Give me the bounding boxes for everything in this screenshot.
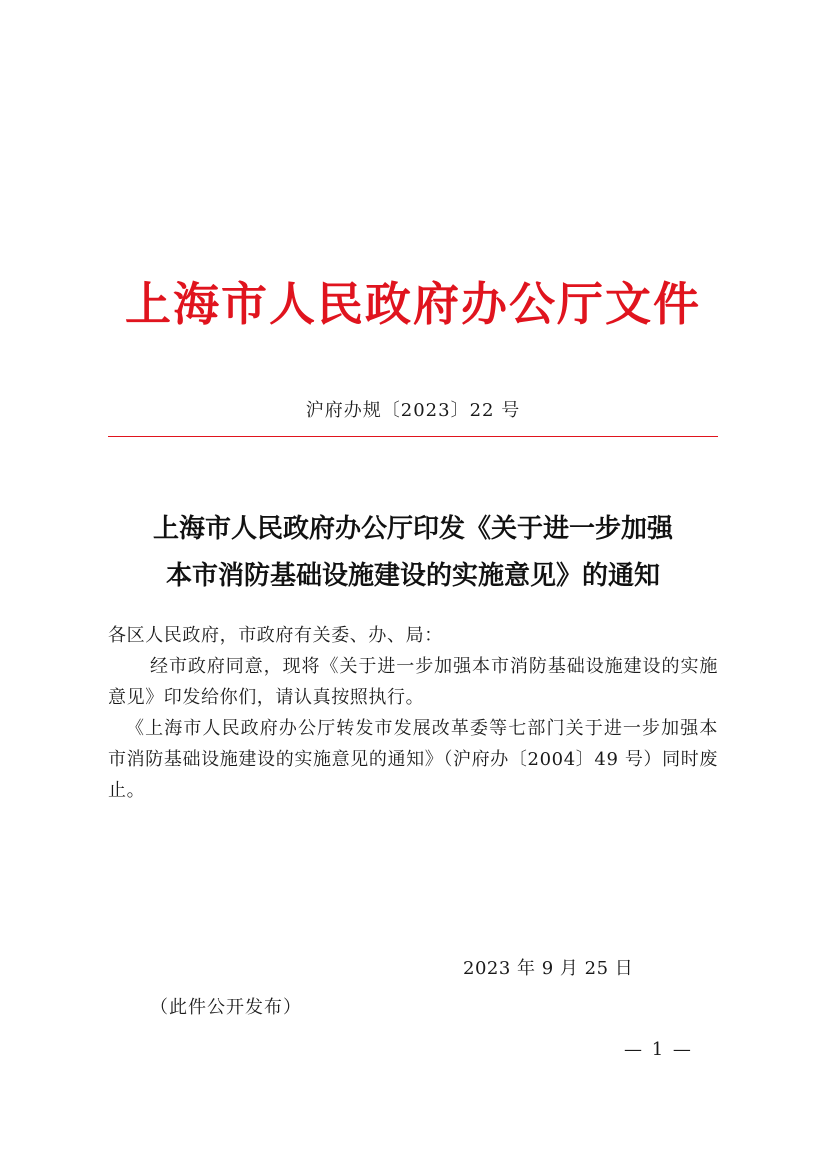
issue-date: 2023 年 9 月 25 日: [463, 958, 634, 979]
document-title: [108, 506, 718, 600]
page-number: — 1 —: [624, 1039, 693, 1060]
body-paragraph-2: 《上海市人民政府办公厅转发市发展改革委等七部门关于进一步加强本市消防基础设施建设的实施意见的通知》（沪府办〔2004〕49 号）同时废止。: [108, 718, 718, 801]
addressee: 各区人民政府，市政府有关委、办、局：: [108, 625, 443, 646]
release-note: （此件公开发布）: [150, 997, 302, 1018]
issuer-header: 上海市人民政府办公厅文件: [125, 277, 701, 331]
title-line-2: 本市消防基础设施建设的实施意见》的通知: [165, 561, 660, 591]
title-line-1: 上海市人民政府办公厅印发《关于进一步加强: [152, 514, 673, 544]
document-number: 沪府办规〔2023〕22 号: [305, 400, 521, 421]
red-divider-line: [108, 436, 718, 437]
body-paragraph-1: 经市政府同意，现将《关于进一步加强本市消防基础设施建设的实施意见》印发给你们，请认真按照执行。: [108, 656, 718, 708]
